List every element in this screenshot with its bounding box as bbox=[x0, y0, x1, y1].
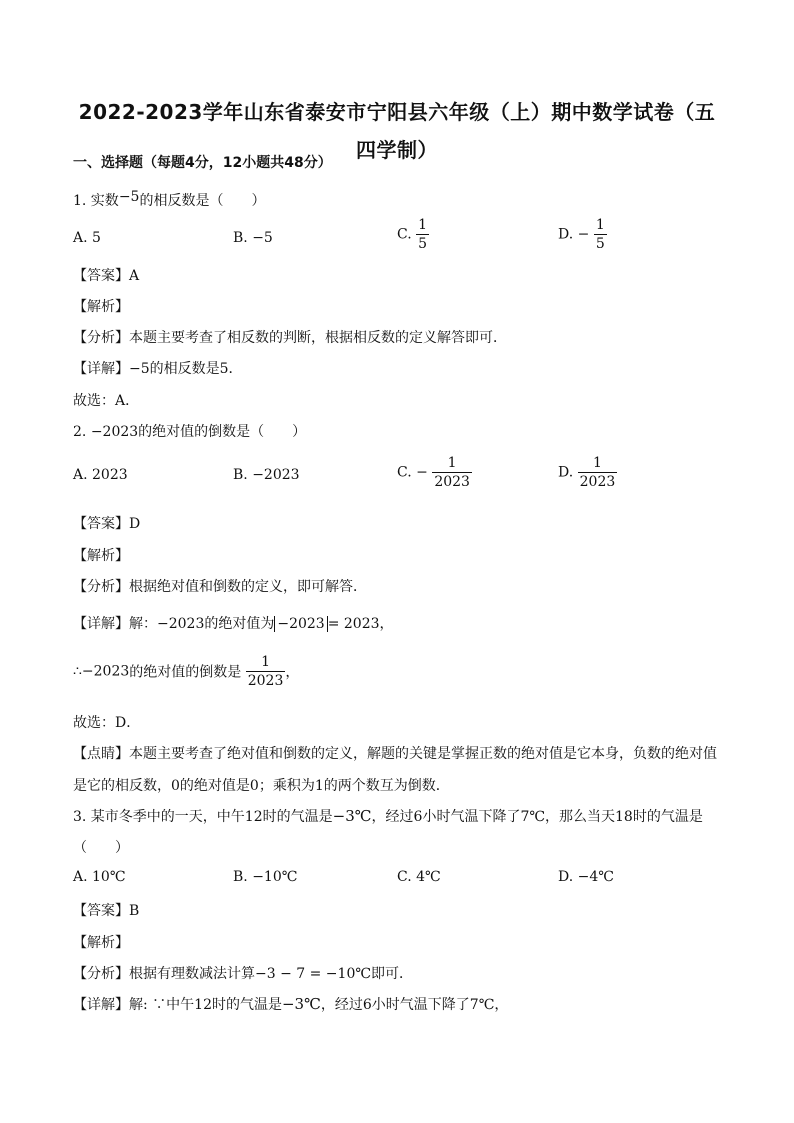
q1-detail-suffix: 的相反数是5． bbox=[149, 361, 243, 377]
fraction-denominator: 5 bbox=[595, 236, 605, 252]
q3-option-d-label: D. bbox=[558, 869, 574, 885]
q1-option-d bbox=[558, 218, 607, 251]
q1-detail bbox=[73, 358, 243, 378]
q1-detail-prefix: 【详解】 bbox=[73, 361, 129, 377]
q2-detail-value: −2023 bbox=[157, 616, 205, 632]
q2-detail-absolute-value: −2023 bbox=[274, 616, 327, 632]
q2-analysis: 【解析】 bbox=[73, 548, 129, 564]
q1-detail-value: −5 bbox=[129, 361, 150, 377]
q3-analysis: 【解析】 bbox=[73, 935, 129, 951]
q2-option-d-label: D. bbox=[558, 464, 574, 481]
q3-detail-prefix: 【详解】解: ∵中午12时的气温是 bbox=[73, 997, 282, 1013]
q2-detail bbox=[73, 613, 394, 633]
question-2-stem bbox=[73, 421, 306, 441]
q3-answer: 【答案】B bbox=[73, 903, 140, 919]
q2-therefore-middle: 的绝对值的倒数是 bbox=[129, 664, 242, 681]
document-title-line2: 四学制） bbox=[356, 138, 438, 162]
q2-option-a: A. 2023 bbox=[73, 467, 128, 483]
document-title-line1: 2022-2023学年山东省泰安市宁阳县六年级（上）期中数学试卷（五 bbox=[78, 100, 716, 124]
q3-fenxi bbox=[73, 963, 413, 983]
section-heading: 一、选择题（每题4分，12小题共48分） bbox=[73, 155, 332, 171]
q3-option-b-label: B. bbox=[233, 869, 248, 885]
q2-stem-suffix: 的绝对值的倒数是（ ） bbox=[138, 424, 307, 440]
q3-option-a: A. 10℃ bbox=[73, 869, 126, 885]
q2-therefore bbox=[73, 655, 299, 688]
q3-stem-temperature: −3℃ bbox=[332, 807, 372, 825]
q2-therefore-value: −2023 bbox=[81, 663, 130, 680]
q2-detail-equals: = 2023 bbox=[327, 616, 380, 632]
fraction-numerator: 1 bbox=[595, 217, 605, 233]
q1-option-d-sign: − bbox=[577, 226, 590, 243]
q2-fenxi: 【分析】根据绝对值和倒数的定义，即可解答． bbox=[73, 579, 367, 595]
q2-stem-prefix: 2. bbox=[73, 424, 87, 440]
q2-option-c-label: C. bbox=[397, 464, 412, 481]
q2-stem-value: −2023 bbox=[90, 424, 139, 440]
q2-therefore-fraction bbox=[246, 655, 286, 688]
q3-option-d-value: −4℃ bbox=[577, 869, 614, 885]
therefore-symbol: ∴ bbox=[73, 663, 82, 680]
q3-fenxi-suffix: 即可． bbox=[371, 966, 414, 982]
q2-option-b bbox=[233, 467, 300, 483]
q1-option-b-label: B. bbox=[233, 230, 248, 246]
q2-detail-end: ， bbox=[379, 616, 394, 632]
q1-option-c bbox=[397, 218, 429, 251]
q2-therefore-end: ， bbox=[285, 664, 300, 681]
q2-detail-prefix: 【详解】解： bbox=[73, 616, 157, 632]
fraction-numerator: 1 bbox=[593, 455, 602, 471]
q3-fenxi-expression: −3 − 7 = −10℃ bbox=[255, 966, 372, 982]
q3-option-c: C. 4℃ bbox=[397, 869, 441, 885]
q1-choose: 故选：A． bbox=[73, 393, 140, 409]
q3-detail bbox=[73, 994, 508, 1014]
q1-stem-number: −5 bbox=[118, 189, 140, 205]
fraction-denominator: 2023 bbox=[579, 474, 616, 490]
q2-option-d bbox=[558, 456, 617, 489]
fraction-numerator: 1 bbox=[447, 455, 457, 471]
fraction-denominator: 2023 bbox=[247, 673, 284, 689]
q2-detail-middle: 的绝对值为 bbox=[204, 616, 275, 632]
q3-fenxi-prefix: 【分析】根据有理数减法计算 bbox=[73, 966, 255, 982]
q3-detail-suffix: ，经过6小时气温下降了7℃， bbox=[320, 997, 509, 1013]
q2-dianjing-line2: 是它的相反数，0的绝对值是0；乘积为1的两个数互为倒数． bbox=[73, 778, 450, 794]
q1-option-c-fraction bbox=[416, 218, 429, 251]
q3-stem-suffix: ，经过6小时气温下降了7℃，那么当天18时的气温是 bbox=[371, 809, 703, 825]
q1-stem-suffix: 的相反数是（ ） bbox=[139, 193, 266, 209]
q2-answer: 【答案】D bbox=[73, 516, 141, 532]
q1-stem-prefix: 1. 实数 bbox=[73, 193, 119, 209]
q2-option-c-fraction bbox=[432, 456, 472, 489]
q3-stem-prefix: 3. 某市冬季中的一天，中午12时的气温是 bbox=[73, 809, 333, 825]
question-3-stem bbox=[73, 806, 703, 826]
q1-fenxi: 【分析】本题主要考查了相反数的判断，根据相反数的定义解答即可． bbox=[73, 330, 507, 346]
q2-option-b-label: B. bbox=[233, 467, 248, 483]
fraction-denominator: 5 bbox=[418, 236, 428, 252]
q3-option-b bbox=[233, 869, 297, 885]
fraction-numerator: 1 bbox=[261, 654, 271, 670]
q2-option-c-sign: − bbox=[416, 464, 428, 481]
q1-option-b bbox=[233, 230, 273, 246]
q2-dianjing-line1: 【点睛】本题主要考查了绝对值和倒数的定义，解题的关键是掌握正数的绝对值是它本身，负数的绝对值 bbox=[73, 746, 717, 762]
q1-option-a: A. 5 bbox=[73, 230, 101, 246]
fraction-denominator: 2023 bbox=[434, 474, 470, 490]
q2-choose: 故选：D． bbox=[73, 715, 141, 731]
q2-option-d-fraction bbox=[578, 456, 618, 489]
q1-option-b-value: −5 bbox=[252, 230, 273, 246]
q3-option-b-value: −10℃ bbox=[252, 869, 298, 885]
q3-detail-temperature: −3℃ bbox=[281, 995, 321, 1013]
q1-analysis: 【解析】 bbox=[73, 299, 129, 315]
q1-option-d-label: D. bbox=[558, 226, 574, 243]
q1-option-d-fraction bbox=[594, 218, 607, 251]
q1-option-c-label: C. bbox=[397, 226, 412, 243]
fraction-numerator: 1 bbox=[418, 217, 428, 233]
q2-option-c bbox=[397, 456, 472, 489]
q2-option-b-value: −2023 bbox=[252, 467, 300, 483]
question-1-stem bbox=[73, 189, 265, 210]
q1-answer: 【答案】A bbox=[73, 268, 140, 284]
question-3-stem-line2: （ ） bbox=[73, 840, 129, 856]
q3-option-d bbox=[558, 869, 614, 885]
